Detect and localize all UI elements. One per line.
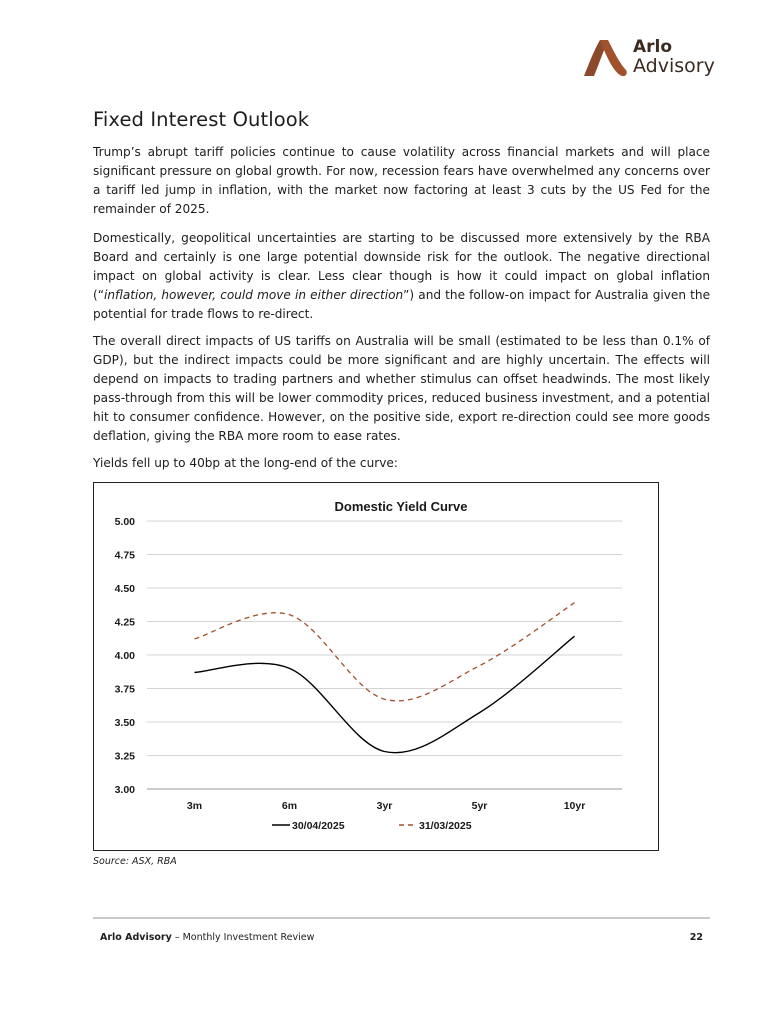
chart-series [195, 603, 575, 753]
x-tick-label: 5yr [471, 800, 488, 812]
paragraph-2-quote: inflation, however, could move in either direction [103, 288, 404, 302]
page-title: Fixed Interest Outlook [93, 108, 310, 131]
chart-legend [272, 820, 472, 832]
page-number: 22 [689, 932, 703, 943]
footer-publication [100, 932, 314, 943]
paragraph-2-text-start: Domestically, geopolitical uncertainties are starting to be discussed more extensively by the RBA Board and certainly is one large potential downside risk for the outlook. The negative directional impact on global activity is clear. Less clear though is how it could impact on global inflation (“ [93, 231, 710, 302]
chart-y-tick-labels [115, 516, 136, 796]
y-tick-label: 3.75 [114, 683, 135, 696]
yield-curve-chart [93, 482, 659, 851]
x-tick-label: 3yr [376, 800, 393, 812]
logo-word-arlo: Arlo [633, 37, 673, 57]
footer-subtitle: – Monthly Investment Review [171, 932, 315, 943]
paragraph-2-text-end: ”) and the follow-on impact for Australia given the potential for trade flows to re-direct. [93, 288, 711, 321]
arlo-advisory-logo [582, 36, 714, 80]
paragraph-yields-intro: Yields fell up to 40bp at the long-end of the curve: [93, 456, 398, 470]
paragraph-domestic-uncertainty [93, 229, 710, 324]
chart-gridlines [147, 521, 622, 789]
series-line-30-04-2025 [195, 636, 575, 753]
yield-curve-chart-svg [94, 483, 660, 852]
y-tick-label: 4.50 [114, 583, 135, 595]
footer-divider [93, 917, 710, 919]
logo-word-advisory: Advisory [633, 55, 715, 77]
y-tick-label: 4.75 [114, 549, 135, 562]
paragraph-tariff-impacts: The overall direct impacts of US tariffs on Australia will be small (estimated to be less than 0.1% of GDP), but the indirect impacts could be more significant and are highly uncertain. The effects will depend on impacts to trading partners and whether stimulus can offset headwinds. The most likely pass-through from this will be lower commodity prices, reduced business investment, and a potential hit to consumer confidence. However, on the positive side, export re-direction could see more goods deflation, giving the RBA more room to ease rates. [93, 334, 710, 443]
chart-title: Domestic Yield Curve [334, 499, 468, 514]
y-tick-label: 3.00 [114, 784, 135, 796]
y-tick-label: 4.25 [114, 616, 135, 629]
x-tick-label: 3m [186, 800, 203, 812]
arlo-logo-mark-icon [582, 36, 630, 78]
series-line-31-03-2025 [195, 603, 575, 701]
y-tick-label: 3.25 [114, 750, 135, 763]
footer-brand: Arlo Advisory [100, 932, 172, 943]
y-tick-label: 3.50 [114, 717, 135, 729]
chart-x-tick-labels [187, 800, 585, 812]
y-tick-label: 5.00 [114, 516, 135, 528]
logo-wordmark [633, 38, 715, 76]
paragraph-tariff-policies: Trump’s abrupt tariff policies continue to cause volatility across financial markets and will place significant pressure on global growth. For now, recession fears have overwhelmed any concerns over a tariff led jump in inflation, with the market now factoring at least 3 cuts by the US Fed for the remainder of 2025. [93, 145, 710, 216]
legend-label: 30/04/2025 [292, 820, 345, 832]
x-tick-label: 10yr [563, 800, 586, 812]
legend-label: 31/03/2025 [419, 820, 472, 832]
x-tick-label: 6m [281, 800, 298, 812]
y-tick-label: 4.00 [114, 650, 135, 662]
chart-source-note: Source: ASX, RBA [93, 856, 177, 867]
